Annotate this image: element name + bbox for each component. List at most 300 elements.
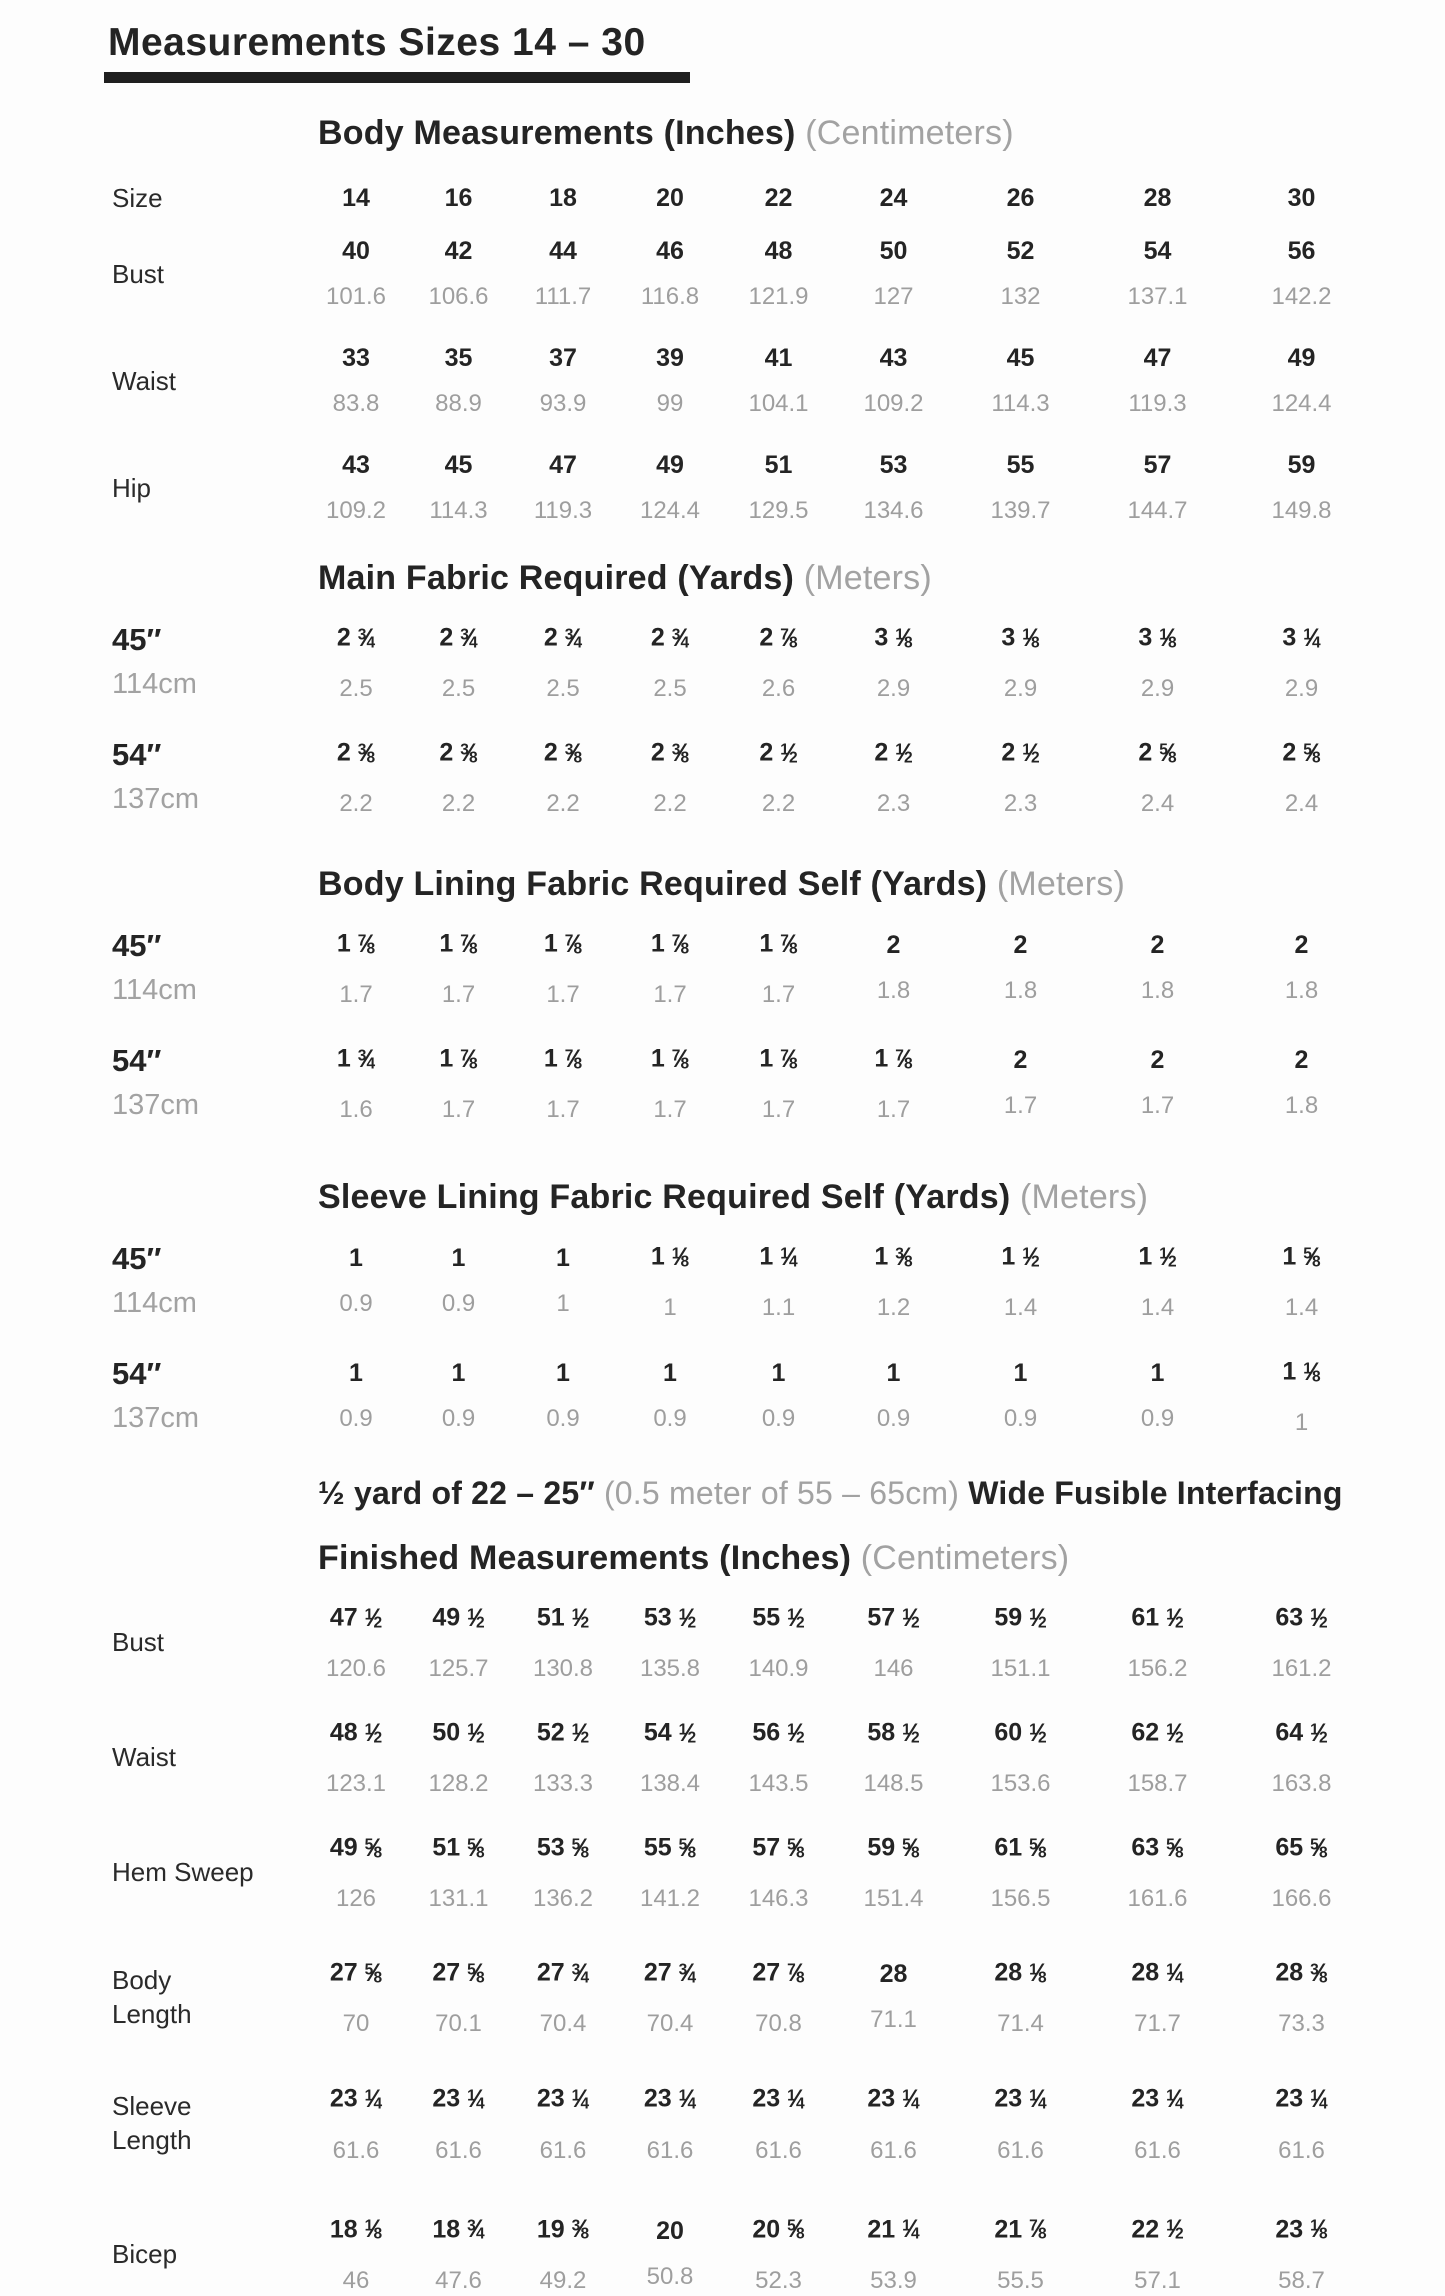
measurement-row: [112, 1354, 1405, 1438]
primary-value: 22 $^1⁄_2$: [1131, 2215, 1184, 2244]
fabric-width-cm-label: 114cm: [112, 974, 197, 1007]
metric-value: 1: [556, 1290, 570, 1318]
primary-value: 2: [886, 931, 901, 960]
metric-value: 53.9: [870, 2266, 917, 2294]
size-value: 18: [549, 183, 577, 212]
primary-value: 1 $^7⁄_8$: [336, 929, 376, 958]
fraction: $^7⁄_8$: [671, 929, 690, 958]
measurement-cell: [1228, 1830, 1375, 1914]
fraction: $^7⁄_8$: [460, 929, 478, 958]
measurement-cell: [616, 1715, 724, 1799]
fraction: $^3⁄_8$: [357, 738, 376, 767]
measurement-cell: [1087, 2081, 1228, 2165]
primary-value: 2 $^1⁄_2$: [1001, 738, 1040, 767]
primary-value: 50 $^1⁄_2$: [432, 1718, 485, 1747]
metric-value: 1.7: [1140, 1092, 1175, 1120]
fraction: $^1⁄_4$: [902, 2215, 920, 2244]
section-title-text: Body Lining Fabric Required Self (Yards): [318, 865, 997, 904]
fraction: $^1⁄_4$: [571, 2084, 590, 2113]
measurement-cell: [833, 236, 954, 312]
primary-value: 63 $^5⁄_8$: [1131, 1833, 1184, 1862]
fraction: $^1⁄_2$: [571, 1718, 590, 1747]
metric-value: 2.4: [1284, 790, 1319, 818]
fraction: $^1⁄_4$: [364, 2084, 383, 2113]
primary-value: 49 $^1⁄_2$: [432, 1603, 485, 1632]
fabric-width-cm-label: 137cm: [112, 1089, 200, 1122]
metric-value: 120.6: [325, 1655, 387, 1683]
metric-value: 1: [663, 1294, 677, 1322]
measurement-cell: [616, 926, 724, 1010]
section-title-text: Finished Measurements (Inches): [318, 1539, 861, 1578]
metric-value: 156.5: [990, 1885, 1051, 1913]
measurement-row: [112, 1600, 1405, 1684]
primary-value: 47: [1143, 344, 1172, 372]
section-title-text: Main Fabric Required (Yards): [318, 559, 804, 597]
fabric-width-label: 45″: [112, 622, 162, 658]
measurement-cell: [616, 236, 724, 312]
measurement-cell: [510, 1715, 616, 1799]
section-title-text: Sleeve Lining Fabric Required Self (Yards): [318, 1178, 1021, 1217]
fraction: $^5⁄_8$: [467, 1833, 485, 1862]
measurement-cell: [305, 343, 407, 419]
measurement-cell: [407, 1715, 510, 1799]
metric-value: 61.6: [1278, 2136, 1325, 2164]
primary-value: 1 $^7⁄_8$: [759, 929, 798, 958]
measurement-cell: [1228, 1715, 1375, 1799]
measurement-cell: [616, 1600, 724, 1684]
primary-value: 27 $^5⁄_8$: [329, 1958, 383, 1987]
primary-value: 2: [1013, 931, 1028, 960]
fraction: $^3⁄_8$: [1310, 1958, 1328, 1987]
metric-value: 1.2: [876, 1294, 911, 1322]
note-metric: (0.5 meter of 55 – 65cm): [603, 1475, 960, 1512]
metric-value: 134.6: [863, 497, 924, 524]
primary-value: 1 $^7⁄_8$: [650, 1044, 690, 1073]
primary-value: 45: [444, 451, 473, 479]
metric-value: 128.2: [428, 1770, 489, 1798]
primary-value: 20 $^5⁄_8$: [752, 2215, 805, 2244]
primary-value: 54: [1143, 237, 1172, 265]
metric-value: 49.2: [539, 2266, 587, 2294]
measurement-cell: [510, 735, 616, 819]
metric-value: 61.6: [1134, 2136, 1181, 2164]
metric-value: 114.3: [991, 390, 1050, 417]
fraction: $^3⁄_4$: [671, 623, 690, 652]
measurement-cell: [510, 1600, 616, 1684]
primary-value: 2 $^1⁄_2$: [759, 738, 798, 767]
primary-value: 1: [451, 1359, 466, 1388]
primary-value: 53: [879, 451, 908, 479]
measurement-cell: [510, 926, 616, 1010]
fraction: $^5⁄_8$: [678, 1833, 697, 1862]
size-value: 22: [764, 183, 793, 212]
measurement-cell: [1087, 1715, 1228, 1799]
fraction: $^1⁄_8$: [364, 2215, 383, 2244]
primary-value: 23 $^1⁄_4$: [752, 2084, 805, 2113]
primary-value: 60 $^1⁄_2$: [994, 1718, 1047, 1747]
primary-value: 58 $^1⁄_2$: [867, 1718, 920, 1747]
measurement-row: [112, 2081, 1405, 2165]
metric-value: 2.2: [441, 790, 476, 818]
section-title: [318, 113, 1405, 153]
metric-value: 0.9: [1140, 1405, 1175, 1433]
note-description: Wide Fusible Interfacing: [959, 1475, 1343, 1512]
row-label-line: Bicep: [112, 2238, 178, 2269]
primary-value: 3 $^1⁄_8$: [1138, 623, 1177, 652]
section-body-measurements: [112, 113, 1405, 526]
measurement-cell: [724, 1358, 833, 1434]
primary-value: 27 $^7⁄_8$: [752, 1958, 805, 1987]
measurement-cell: [616, 1358, 724, 1434]
measurement-tables: [0, 113, 1445, 2296]
measurement-cell: [954, 2081, 1087, 2165]
measurement-cell: [407, 343, 510, 419]
primary-value: 42: [444, 237, 473, 265]
primary-value: 18 $^3⁄_4$: [432, 2215, 485, 2244]
measurement-cell: [616, 1239, 724, 1323]
primary-value: 1 $^7⁄_8$: [439, 1044, 478, 1073]
fraction: $^7⁄_8$: [357, 929, 376, 958]
size-value: 26: [1006, 183, 1035, 212]
page-title: Measurements Sizes 14 – 30: [108, 21, 646, 64]
fraction: $^1⁄_2$: [1166, 1718, 1184, 1747]
primary-value: 28 $^1⁄_8$: [994, 1958, 1047, 1987]
fraction: $^7⁄_8$: [787, 1958, 805, 1987]
metric-value: 93.9: [539, 390, 587, 417]
measurement-cell: [305, 620, 407, 704]
primary-value: 57: [1143, 451, 1172, 479]
metric-value: 61.6: [997, 2136, 1044, 2164]
fabric-width-label: 54″: [112, 737, 162, 773]
metric-value: 143.5: [748, 1770, 809, 1798]
primary-value: 28: [879, 1960, 908, 1989]
size-value: 24: [879, 183, 908, 212]
metric-value: 2.9: [1284, 675, 1319, 703]
metric-value: 88.9: [435, 390, 482, 417]
section-title-unit-secondary: (Meters): [996, 865, 1126, 904]
metric-value: 2.9: [876, 675, 911, 703]
measurement-cell: [954, 1830, 1087, 1914]
fraction: $^1⁄_2$: [1310, 1718, 1328, 1747]
measurement-cell: [833, 2212, 954, 2296]
metric-value: 129.5: [748, 497, 809, 524]
primary-value: 48 $^1⁄_2$: [329, 1718, 383, 1747]
metric-value: 2.9: [1003, 675, 1038, 703]
primary-value: 1: [556, 1359, 570, 1388]
fraction: $^5⁄_8$: [1303, 1242, 1321, 1271]
primary-value: 23 $^1⁄_4$: [329, 2084, 383, 2113]
metric-value: 131.1: [428, 1885, 489, 1913]
section-main-fabric: [112, 558, 1405, 819]
section-title-unit-secondary: (Centimeters): [860, 1539, 1070, 1578]
metric-value: 71.7: [1134, 2010, 1181, 2038]
primary-value: 1 $^7⁄_8$: [759, 1044, 798, 1073]
metric-value: 0.9: [1003, 1405, 1038, 1433]
section-title-text: Body Measurements (Inches): [318, 114, 806, 152]
metric-value: 1.4: [1284, 1294, 1319, 1322]
fabric-width-label: 54″: [112, 1356, 162, 1392]
measurement-cell: [724, 343, 833, 419]
fraction: $^1⁄_4$: [1303, 623, 1321, 652]
fraction: $^7⁄_8$: [780, 623, 798, 652]
metric-value: 61.6: [435, 2136, 482, 2164]
measurement-cell: [510, 1041, 616, 1125]
primary-value: 1: [663, 1359, 677, 1388]
row-label: [112, 1740, 305, 1774]
primary-value: 48: [764, 237, 793, 265]
fabric-width-label: 54″: [112, 1043, 162, 1079]
fraction: $^1⁄_8$: [1022, 623, 1040, 652]
metric-value: 0.9: [546, 1405, 580, 1433]
primary-value: 33: [342, 344, 370, 372]
metric-value: 2.5: [546, 675, 580, 703]
measurement-cell: [724, 1830, 833, 1914]
primary-value: 2 $^5⁄_8$: [1138, 738, 1177, 767]
metric-value: 1.8: [876, 977, 911, 1005]
measurement-row: [112, 236, 1405, 312]
measurement-cell: [1228, 343, 1375, 419]
measurement-cell: [616, 620, 724, 704]
primary-value: 23 $^1⁄_4$: [643, 2084, 697, 2113]
metric-value: 136.2: [532, 1885, 594, 1913]
measurement-cell: [510, 1830, 616, 1914]
metric-value: 46: [342, 2266, 370, 2294]
metric-value: 156.2: [1127, 1655, 1188, 1683]
measurement-cell: [1087, 1955, 1228, 2039]
size-value: 30: [1287, 183, 1316, 212]
measurement-cell: [724, 2212, 833, 2296]
row-label: [112, 739, 305, 815]
fraction: $^1⁄_8$: [1303, 1357, 1321, 1386]
measurement-row: [112, 450, 1405, 526]
metric-value: 1.8: [1140, 977, 1175, 1005]
metric-value: 50.8: [646, 2262, 694, 2290]
fraction: $^1⁄_8$: [895, 623, 913, 652]
section-title-unit-secondary: (Centimeters): [805, 114, 1014, 152]
primary-value: 39: [656, 344, 684, 372]
measurement-cell: [305, 1955, 407, 2039]
primary-value: 1 $^1⁄_2$: [1001, 1242, 1040, 1271]
metric-value: 158.7: [1127, 1770, 1188, 1798]
primary-value: 62 $^1⁄_2$: [1131, 1718, 1184, 1747]
measurement-cell: [724, 926, 833, 1010]
size-header-row: [112, 181, 1405, 215]
fraction: $^7⁄_8$: [671, 1044, 690, 1073]
primary-value: 65 $^5⁄_8$: [1275, 1833, 1328, 1862]
metric-value: 2.4: [1140, 790, 1175, 818]
fraction: $^7⁄_8$: [564, 1044, 583, 1073]
measurement-cell: [1087, 930, 1228, 1006]
metric-value: 83.8: [332, 390, 380, 417]
metric-value: 137.1: [1127, 283, 1188, 310]
measurement-cell: [305, 926, 407, 1010]
metric-value: 0.9: [339, 1290, 373, 1318]
section-title: [318, 558, 1405, 598]
metric-value: 0.9: [653, 1405, 687, 1433]
metric-value: 125.7: [428, 1655, 489, 1683]
measurement-cell: [833, 2081, 954, 2165]
row-label-line: Waist: [112, 366, 177, 396]
primary-value: 49 $^5⁄_8$: [329, 1833, 383, 1862]
measurement-cell: [407, 236, 510, 312]
row-label: [112, 364, 305, 398]
fraction: $^3⁄_8$: [460, 738, 478, 767]
measurement-cell: [724, 1239, 833, 1323]
primary-value: 52 $^1⁄_2$: [536, 1718, 590, 1747]
measurement-cell: [305, 1715, 407, 1799]
primary-value: 49: [656, 451, 684, 479]
measurement-row: [112, 620, 1405, 704]
metric-value: 139.7: [990, 497, 1051, 524]
row-label: [112, 471, 305, 505]
metric-value: 70.4: [646, 2010, 694, 2038]
metric-value: 57.1: [1134, 2266, 1181, 2294]
primary-value: 2 $^3⁄_8$: [336, 738, 376, 767]
primary-value: 28 $^3⁄_8$: [1275, 1958, 1328, 1987]
primary-value: 49: [1287, 344, 1316, 372]
metric-value: 58.7: [1278, 2266, 1325, 2294]
measurement-cell: [1087, 1045, 1228, 1121]
primary-value: 1: [556, 1244, 570, 1273]
measurement-cell: [954, 1600, 1087, 1684]
metric-value: 109.2: [863, 390, 924, 417]
fraction: $^3⁄_8$: [671, 738, 690, 767]
metric-value: 1.6: [339, 1096, 373, 1124]
metric-value: 1.7: [339, 981, 373, 1009]
size-value: 20: [656, 183, 684, 212]
measurement-cell: [724, 735, 833, 819]
measurement-cell: [724, 1600, 833, 1684]
fraction: $^7⁄_8$: [1029, 2215, 1047, 2244]
measurement-cell: [954, 735, 1087, 819]
metric-value: 52.3: [755, 2266, 802, 2294]
primary-value: 1 $^3⁄_8$: [874, 1242, 913, 1271]
measurement-cell: [305, 450, 407, 526]
metric-value: 138.4: [639, 1770, 701, 1798]
measurement-row: [112, 926, 1405, 1010]
fraction: $^1⁄_2$: [1310, 1603, 1328, 1632]
measurement-cell: [616, 735, 724, 819]
primary-value: 64 $^1⁄_2$: [1275, 1718, 1328, 1747]
metric-value: 1: [1294, 1409, 1309, 1437]
measurement-cell: [305, 1243, 407, 1319]
section-title: [318, 1177, 1405, 1217]
metric-value: 123.1: [325, 1770, 387, 1798]
measurement-cell: [305, 2212, 407, 2296]
primary-value: 1: [349, 1244, 363, 1273]
row-label: [112, 2237, 305, 2271]
measurement-cell: [1087, 620, 1228, 704]
section-finished-measurements: [112, 1538, 1405, 2295]
metric-value: 151.1: [990, 1655, 1051, 1683]
metric-value: 70: [342, 2010, 370, 2038]
interfacing-note: [318, 1474, 1405, 1512]
fraction: $^3⁄_8$: [571, 2215, 590, 2244]
primary-value: 2: [1294, 931, 1309, 960]
fraction: $^1⁄_2$: [1159, 1242, 1177, 1271]
measurement-cell: [1228, 1354, 1375, 1438]
measurement-cell: [1087, 1358, 1228, 1434]
primary-value: 2: [1150, 931, 1165, 960]
fraction: $^7⁄_8$: [460, 1044, 478, 1073]
fabric-width-label: 45″: [112, 928, 162, 964]
measurement-cell: [616, 1830, 724, 1914]
metric-value: 1.4: [1140, 1294, 1175, 1322]
measurement-cell: [616, 343, 724, 419]
measurement-cell: [305, 1600, 407, 1684]
metric-value: 1.7: [546, 981, 580, 1009]
fraction: $^5⁄_8$: [1159, 738, 1177, 767]
measurement-cell: [407, 735, 510, 819]
metric-value: 163.8: [1271, 1770, 1332, 1798]
measurement-cell: [954, 236, 1087, 312]
primary-value: 23 $^1⁄_4$: [1275, 2084, 1328, 2113]
note-yardage: ½ yard of 22 – 25″: [318, 1475, 604, 1512]
section-title-unit-secondary: (Meters): [803, 559, 932, 597]
row-label: [112, 1625, 305, 1659]
measurement-cell: [833, 735, 954, 819]
metric-value: 0.9: [441, 1405, 476, 1433]
measurement-cell: [510, 2212, 616, 2296]
primary-value: 55 $^1⁄_2$: [752, 1603, 805, 1632]
primary-value: 2: [1013, 1046, 1028, 1075]
primary-value: 50: [879, 237, 908, 265]
measurement-cell: [407, 1243, 510, 1319]
measurement-cell: [305, 1358, 407, 1434]
row-label-line: Sleeve: [112, 2091, 192, 2122]
primary-value: 55 $^5⁄_8$: [643, 1833, 697, 1862]
row-label-line: Bust: [112, 259, 165, 289]
metric-value: 0.9: [761, 1405, 796, 1433]
fraction: $^1⁄_2$: [902, 1603, 920, 1632]
measurement-cell: [724, 1041, 833, 1125]
row-label: [112, 2089, 305, 2157]
primary-value: 59 $^5⁄_8$: [867, 1833, 920, 1862]
title-underline: [104, 72, 690, 83]
primary-value: 47: [549, 451, 577, 479]
measurement-cell: [833, 1239, 954, 1323]
metric-value: 132: [1000, 283, 1041, 310]
fraction: $^7⁄_8$: [895, 1044, 913, 1073]
fraction: $^3⁄_4$: [357, 1044, 376, 1073]
measurement-row: [112, 2212, 1405, 2296]
metric-value: 135.8: [639, 1655, 701, 1683]
measurement-cell: [724, 236, 833, 312]
measurement-cell: [616, 1041, 724, 1125]
metric-value: 2.2: [653, 790, 687, 818]
metric-value: 146: [873, 1655, 914, 1683]
primary-value: 21 $^1⁄_4$: [867, 2215, 920, 2244]
primary-value: 3 $^1⁄_4$: [1282, 623, 1321, 652]
measurement-cell: [1087, 236, 1228, 312]
metric-value: 71.1: [870, 2006, 917, 2034]
metric-value: 73.3: [1278, 2010, 1325, 2038]
metric-value: 0.9: [876, 1405, 911, 1433]
metric-value: 2.5: [653, 675, 687, 703]
primary-value: 41: [764, 344, 793, 372]
metric-value: 104.1: [748, 390, 809, 417]
fraction: $^1⁄_8$: [1159, 623, 1177, 652]
measurement-cell: [833, 1041, 954, 1125]
metric-value: 1.7: [441, 981, 476, 1009]
metric-value: 144.7: [1127, 497, 1188, 524]
row-label: [112, 1963, 305, 2031]
measurement-cell: [1228, 236, 1375, 312]
fraction: $^1⁄_2$: [364, 1718, 383, 1747]
metric-value: 121.9: [748, 283, 809, 310]
measurement-cell: [833, 930, 954, 1006]
metric-value: 1.7: [1003, 1092, 1038, 1120]
